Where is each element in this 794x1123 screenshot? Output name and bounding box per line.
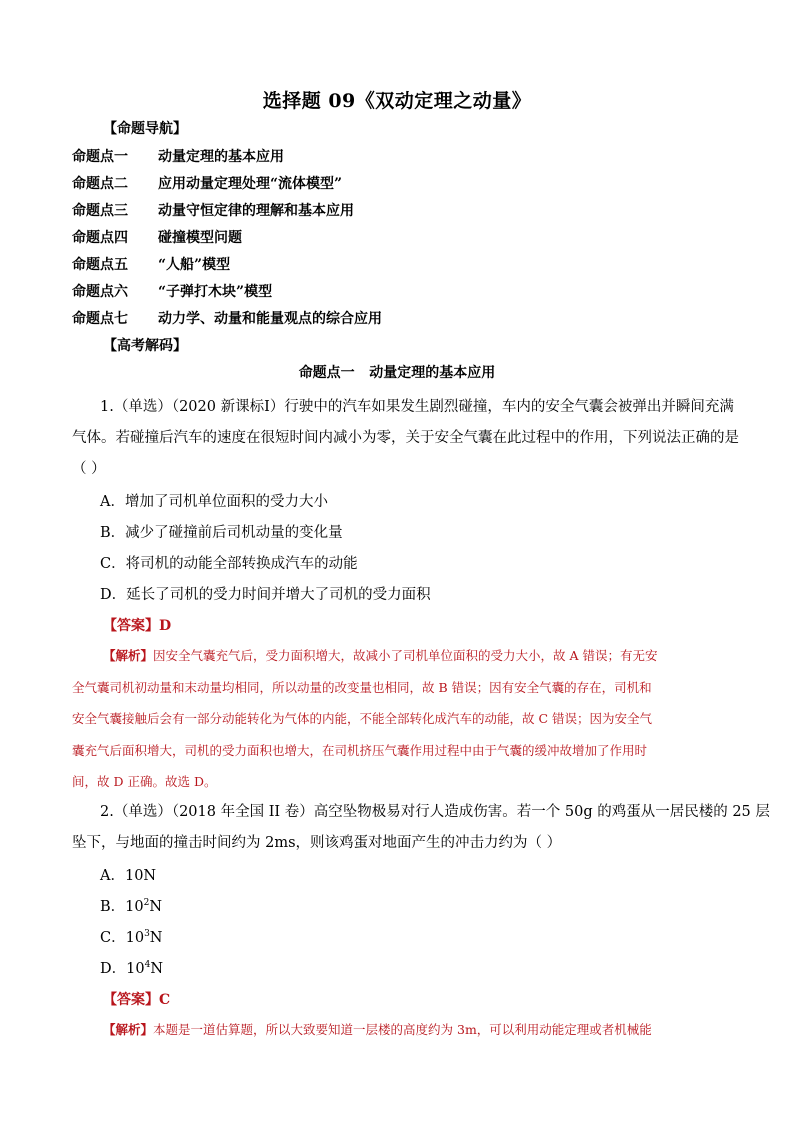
explanation-line [72, 1014, 722, 1046]
explanation-label: 【解析】 [103, 1022, 154, 1037]
nav-item-text: 动量守恒定律的理解和基本应用 [158, 203, 354, 219]
option-unit: N [149, 899, 163, 915]
nav-item [72, 146, 284, 166]
option-prefix: B． [100, 899, 126, 915]
nav-item-text: 碰撞模型问题 [158, 230, 242, 246]
page-title: 选择题 09《双动定理之动量》 [262, 90, 532, 112]
nav-item-text: “人船”模型 [158, 257, 231, 273]
nav-item [72, 173, 342, 193]
nav-item-text: 动力学、动量和能量观点的综合应用 [158, 311, 382, 327]
explanation-line: 安全气囊接触后会有一部分动能转化为气体的内能，不能全部转化成汽车的动能，故 C 错误；因为安全气 [72, 711, 653, 726]
explanation-line: 囊充气后面积增大，司机的受力面积也增大，在司机挤压气囊作用过程中由于气囊的缓冲故增加了作用时 [72, 742, 648, 758]
question-2-option-a [100, 864, 156, 885]
nav-item-number: 命题点六 [72, 284, 128, 300]
option-unit: N [149, 930, 163, 946]
question-1-option-c: C．将司机的动能全部转换成汽车的动能 [100, 556, 358, 572]
explanation-line: 全气囊司机初动量和末动量均相同，所以动量的改变量也相同，故 B 错误；因有安全气囊的存在，司机和 [72, 679, 652, 695]
explanation-line [72, 640, 722, 672]
nav-item-text: 动量定理的基本应用 [158, 149, 284, 165]
option-base: 10 [126, 961, 145, 977]
option-text: A．10N [100, 868, 157, 884]
nav-item-number: 命题点七 [72, 311, 128, 327]
explanation-line: 间，故 D 正确。故选 D。 [72, 774, 217, 789]
question-2-line-1: 2.（单选）（2018 年全国 II 卷）高空坠物极易对行人造成伤害。若一个 50g 的鸡蛋从一居民楼的 25 层 [100, 804, 770, 820]
section-title: 命题点一 动量定理的基本应用 [298, 365, 496, 381]
answer-label: 【答案】 [103, 618, 159, 634]
question-1-option-d: D．延长了司机的受力时间并增大了司机的受力面积 [100, 587, 431, 603]
answer-value: C [159, 992, 171, 1008]
nav-item-number: 命题点四 [72, 230, 128, 246]
question-2-explanation [72, 1014, 722, 1046]
explanation-text: 因安全气囊充气后，受力面积增大，故减小了司机单位面积的受力大小，故 A 错误；有无安 [153, 648, 658, 663]
decode-heading: 【高考解码】 [103, 338, 187, 354]
option-exponent: 2 [143, 898, 150, 909]
nav-item-number: 命题点五 [72, 257, 128, 273]
question-1-line-1: 1.（单选）（2020 新课标Ⅰ）行驶中的汽车如果发生剧烈碰撞，车内的安全气囊会被弹出并瞬间充满 [100, 399, 734, 415]
question-1-line-2: 气体。若碰撞后汽车的速度在很短时间内减小为零，关于安全气囊在此过程中的作用，下列说法正确的是 [72, 430, 739, 446]
question-1-answer [103, 615, 171, 635]
nav-item [72, 281, 272, 301]
nav-item [72, 200, 354, 220]
question-1-explanation [72, 640, 722, 798]
answer-value: D [159, 618, 172, 634]
option-prefix: D． [100, 961, 127, 977]
explanation-text: 本题是一道估算题，所以大致要知道一层楼的高度约为 3m，可以利用动能定理或者机械能 [153, 1022, 652, 1037]
option-exponent: 4 [144, 960, 151, 971]
nav-item [72, 254, 230, 274]
question-2-option-c [100, 926, 162, 947]
explanation-label: 【解析】 [103, 648, 154, 663]
question-2-answer [103, 989, 170, 1009]
question-1-line-3: （ ） [72, 461, 106, 477]
question-1-option-b: B．减少了碰撞前后司机动量的变化量 [100, 525, 343, 541]
nav-item [72, 308, 382, 328]
nav-item-number: 命题点三 [72, 203, 128, 219]
nav-item-number: 命题点二 [72, 176, 128, 192]
question-2-option-b [100, 895, 162, 916]
nav-item [72, 227, 242, 247]
option-base: 10 [125, 899, 144, 915]
question-2-option-d [100, 957, 163, 978]
nav-item-number: 命题点一 [72, 149, 128, 165]
option-base: 10 [125, 930, 145, 946]
answer-label: 【答案】 [103, 992, 159, 1008]
question-1-option-a: A．增加了司机单位面积的受力大小 [100, 494, 328, 510]
question-2-line-2: 坠下，与地面的撞击时间约为 2ms，则该鸡蛋对地面产生的冲击力约为（ ） [72, 835, 562, 851]
nav-heading: 【命题导航】 [103, 121, 187, 137]
option-unit: N [150, 961, 164, 977]
nav-item-text: 应用动量定理处理“流体模型” [158, 176, 343, 192]
option-prefix: C． [100, 930, 126, 946]
nav-item-text: “子弹打木块”模型 [158, 284, 273, 300]
option-exponent: 3 [144, 929, 150, 940]
